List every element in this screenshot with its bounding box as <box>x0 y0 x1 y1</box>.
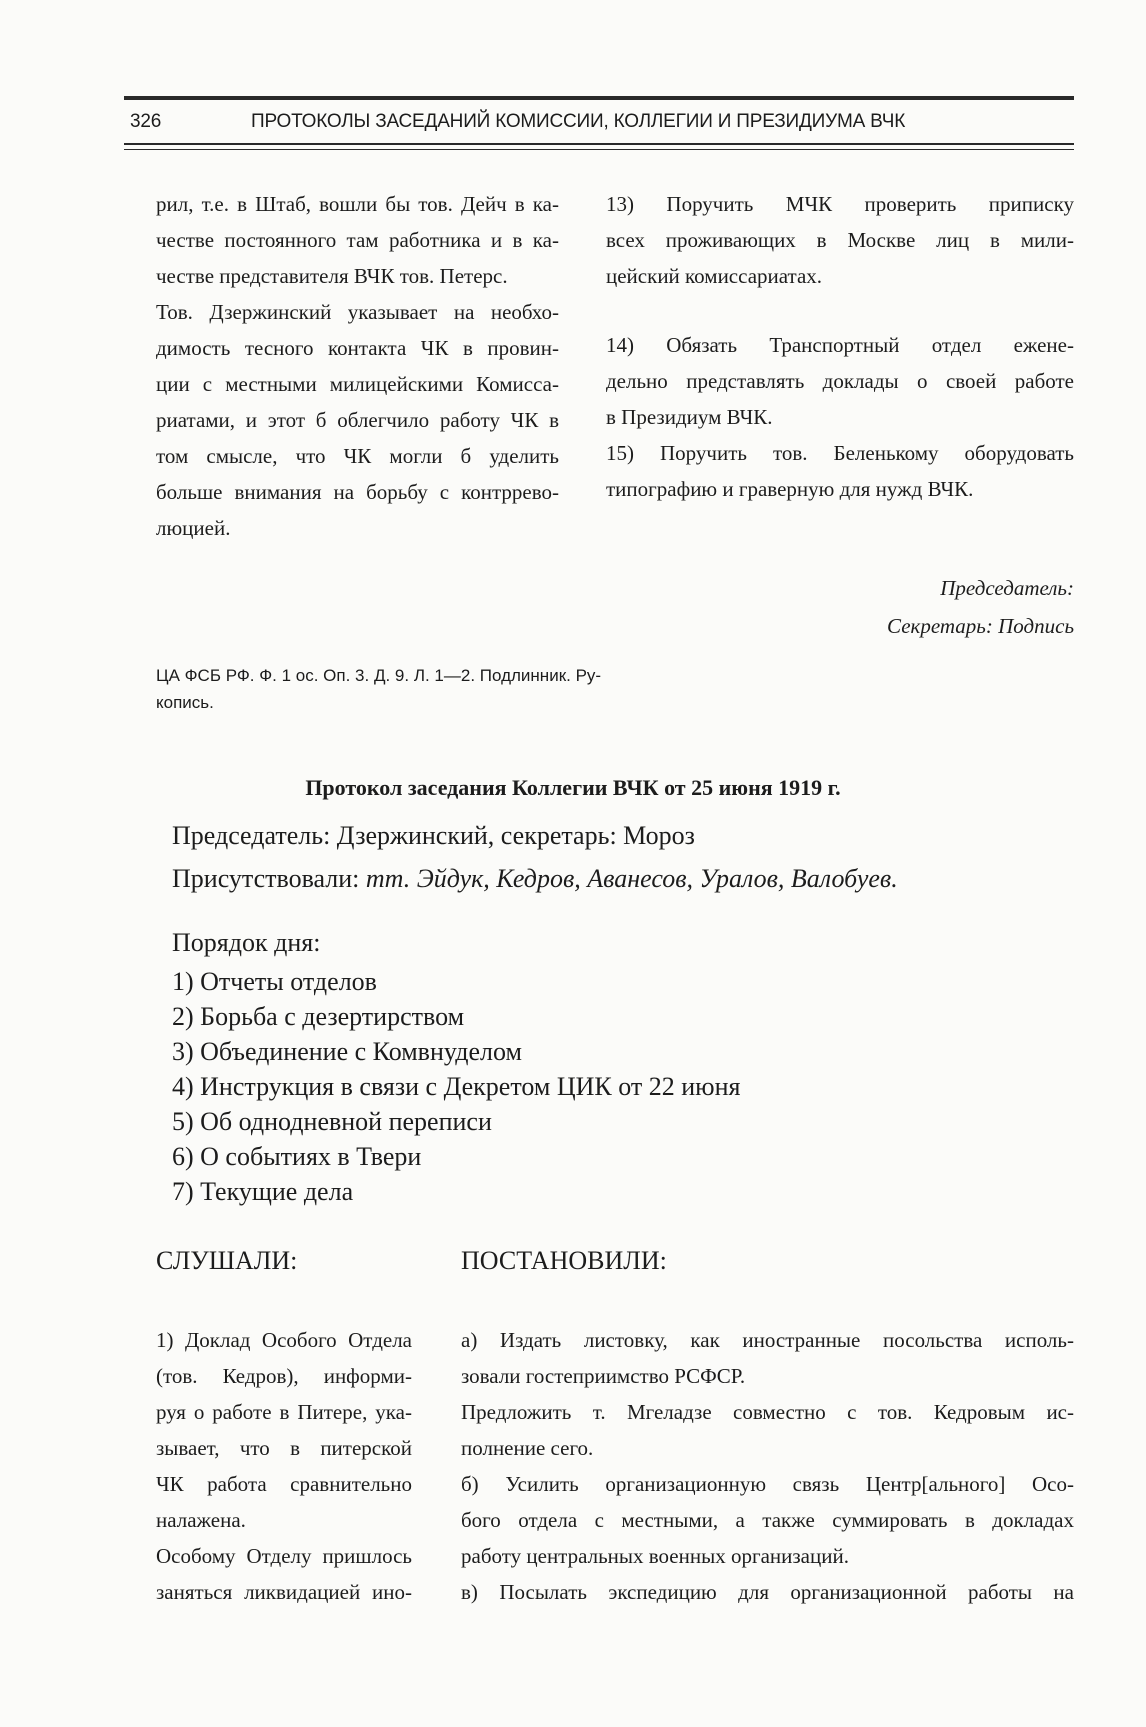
decided-line: б) Усилить организационную связь Центр[ального] Осо- <box>461 1472 1074 1496</box>
page-number: 326 <box>130 111 162 132</box>
text-line: димость тесного контакта ЧК в провин- <box>156 336 559 360</box>
text-line: больше внимания на борьбу с контррево- <box>156 480 559 504</box>
header-rule-bottom-thin <box>124 149 1074 150</box>
resolution-13-line: всех проживающих в Москве лиц в мили- <box>606 228 1074 252</box>
resolution-15-line: 15) Поручить тов. Беленькому оборудовать <box>606 441 1074 465</box>
resolution-15-line: типографию и граверную для нужд ВЧК. <box>606 477 974 501</box>
agenda-item: 6) О событиях в Твери <box>172 1142 422 1171</box>
agenda-item: 1) Отчеты отделов <box>172 967 377 996</box>
decided-line: бого отдела с местными, а также суммировать в докладах <box>461 1508 1074 1532</box>
text-line: ции с местными милицейскими Комисса- <box>156 372 559 396</box>
listened-line: Особому Отделу пришлось <box>156 1544 412 1568</box>
present-label: Присутствовали: <box>172 864 360 893</box>
chair-line: Председатель: Дзержинский, секретарь: Мороз <box>172 821 695 850</box>
signature-secretary: Секретарь: Подпись <box>887 614 1074 638</box>
text-line: честве постоянного там работника и в ка- <box>156 228 559 252</box>
text-line: Тов. Дзержинский указывает на необхо- <box>156 300 559 324</box>
archive-line: копись. <box>156 693 214 712</box>
protocol-title: Протокол заседания Коллегии ВЧК от 25 июня 1919 г. <box>305 775 841 800</box>
archive-line: ЦА ФСБ РФ. Ф. 1 ос. Оп. 3. Д. 9. Л. 1—2. Подлинник. Ру- <box>156 666 602 685</box>
signature-chairman: Председатель: <box>940 576 1074 600</box>
text-line: честве представителя ВЧК тов. Петерс. <box>156 264 508 288</box>
listened-line: налажена. <box>156 1508 246 1532</box>
header-rule-bottom <box>124 143 1074 145</box>
listened-line: заняться ликвидацией ино- <box>156 1580 412 1604</box>
running-header <box>124 104 1074 140</box>
left-column <box>156 186 559 546</box>
resolution-13-line: цейский комиссариатах. <box>606 264 823 288</box>
agenda-list <box>172 964 740 1209</box>
decided-line: полнение сего. <box>461 1436 594 1460</box>
resolution-14-line: в Президиум ВЧК. <box>606 405 773 429</box>
decided-heading: ПОСТАНОВИЛИ: <box>461 1246 667 1275</box>
agenda-item: 5) Об однодневной переписи <box>172 1107 492 1136</box>
running-title: ПРОТОКОЛЫ ЗАСЕДАНИЙ КОМИССИИ, КОЛЛЕГИИ И ПРЕЗИДИУМА ВЧК <box>251 111 906 132</box>
decided-line: Предложить т. Мгеладзе совместно с тов. Кедровым ис- <box>461 1400 1074 1424</box>
listened-line: руя о работе в Питере, ука- <box>156 1400 412 1424</box>
agenda-item: 4) Инструкция в связи с Декретом ЦИК от 22 июня <box>172 1072 741 1101</box>
decided-column <box>461 1322 1074 1610</box>
present-line <box>172 862 898 896</box>
agenda-item: 2) Борьба с дезертирством <box>172 1002 465 1031</box>
listened-line: 1) Доклад Особого Отдела <box>156 1328 412 1352</box>
right-column <box>606 186 1074 507</box>
text-line: том смысле, что ЧК могли б уделить <box>156 444 559 468</box>
present-names: тт. Эйдук, Кедров, Аванесов, Уралов, Валобуев. <box>365 864 898 893</box>
listened-line: (тов. Кедров), информи- <box>156 1364 412 1388</box>
text-line: риатами, и этот б облегчило работу ЧК в <box>156 408 559 432</box>
listened-column <box>156 1322 412 1610</box>
archive-reference <box>156 662 676 716</box>
listened-line: ЧК работа сравнительно <box>156 1472 412 1496</box>
listened-line: зывает, что в питерской <box>156 1436 412 1460</box>
text-line: рил, т.е. в Штаб, вошли бы тов. Дейч в ка- <box>156 192 559 216</box>
resolution-14-line: 14) Обязать Транспортный отдел еженe- <box>606 333 1074 357</box>
text-line: люцией. <box>156 516 231 540</box>
agenda-item: 3) Объединение с Комвнуделом <box>172 1037 522 1066</box>
decided-line: в) Посылать экспедицию для организационной работы на <box>461 1580 1074 1604</box>
agenda-item: 7) Текущие дела <box>172 1177 354 1206</box>
header-rule-top <box>124 96 1074 100</box>
resolution-14-line: дельно представлять доклады о своей работе <box>606 369 1074 393</box>
decided-line: а) Издать листовку, как иностранные посольства исполь- <box>461 1328 1074 1352</box>
agenda-label: Порядок дня: <box>172 928 321 957</box>
decided-line: работу центральных военных организаций. <box>461 1544 849 1568</box>
resolution-13-line: 13) Поручить МЧК проверить приписку <box>606 192 1074 216</box>
listened-heading: СЛУШАЛИ: <box>156 1246 298 1275</box>
decided-line: зовали гостеприимство РСФСР. <box>461 1364 746 1388</box>
